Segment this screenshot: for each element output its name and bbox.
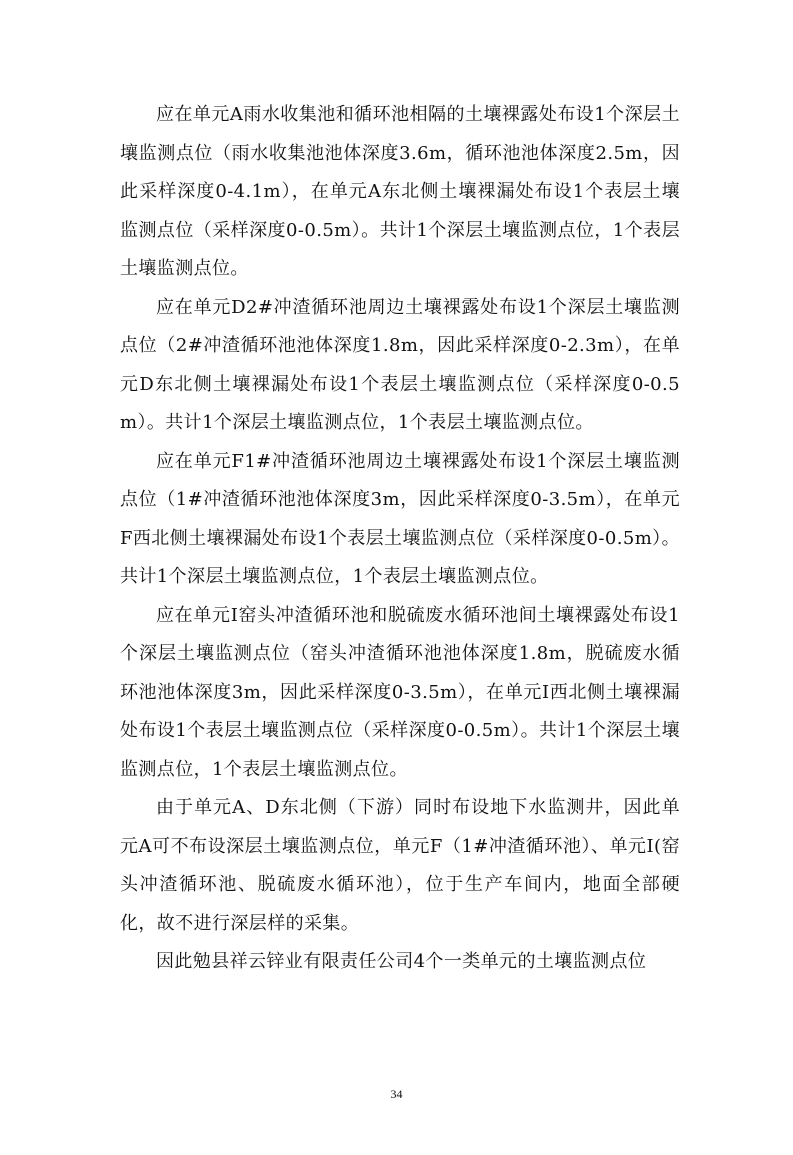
paragraph-summary: 因此勉县祥云锌业有限责任公司4个一类单元的土壤监测点位 <box>156 951 647 972</box>
paragraph-unit-d: 应在单元D2#冲渣循环池周边土壤裸露处布设1个深层土壤监测点位（2#冲渣循环池池体深度1.8m，因此采样深度0-2.3m），在单元D东北侧土壤裸漏处布设1个表层土壤监测点位（采样深度0-0.5m）。共计1个深层土壤监测点位，1个表层土壤监测点位。 <box>120 296 680 433</box>
page-number: 34 <box>390 1087 403 1101</box>
paragraph-unit-f: 应在单元F1#冲渣循环池周边土壤裸露处布设1个深层土壤监测点位（1#冲渣循环池池体深度3m，因此采样深度0-3.5m），在单元F西北侧土壤裸漏处布设1个表层土壤监测点位（采样深度0-0.5m）。共计1个深层土壤监测点位，1个表层土壤监测点位。 <box>120 450 680 587</box>
paragraph-unit-a: 应在单元A雨水收集池和循环池相隔的土壤裸露处布设1个深层土壤监测点位（雨水收集池池体深度3.6m，循环池池体深度2.5m，因此采样深度0-4.1m），在单元A东北侧土壤裸漏处布设1个表层土壤监测点位（采样深度0-0.5m）。共计1个深层土壤监测点位，1个表层土壤监测点位。 <box>120 104 680 279</box>
paragraph-groundwater-note: 由于单元A、D东北侧（下游）同时布设地下水监测井，因此单元A可不布设深层土壤监测点位，单元F（1#冲渣循环池）、单元I(窑头冲渣循环池、脱硫废水循环池），位于生产车间内，地面全部硬化，故不进行深层样的采集。 <box>120 797 680 934</box>
paragraph-unit-i: 应在单元I窑头冲渣循环池和脱硫废水循环池间土壤裸露处布设1个深层土壤监测点位（窑头冲渣循环池池体深度1.8m，脱硫废水循环池池体深度3m，因此采样深度0-3.5m），在单元I西北侧土壤裸漏处布设1个表层土壤监测点位（采样深度0-0.5m）。共计1个深层土壤监测点位，1个表层土壤监测点位。 <box>120 604 680 780</box>
body-text <box>120 96 680 982</box>
